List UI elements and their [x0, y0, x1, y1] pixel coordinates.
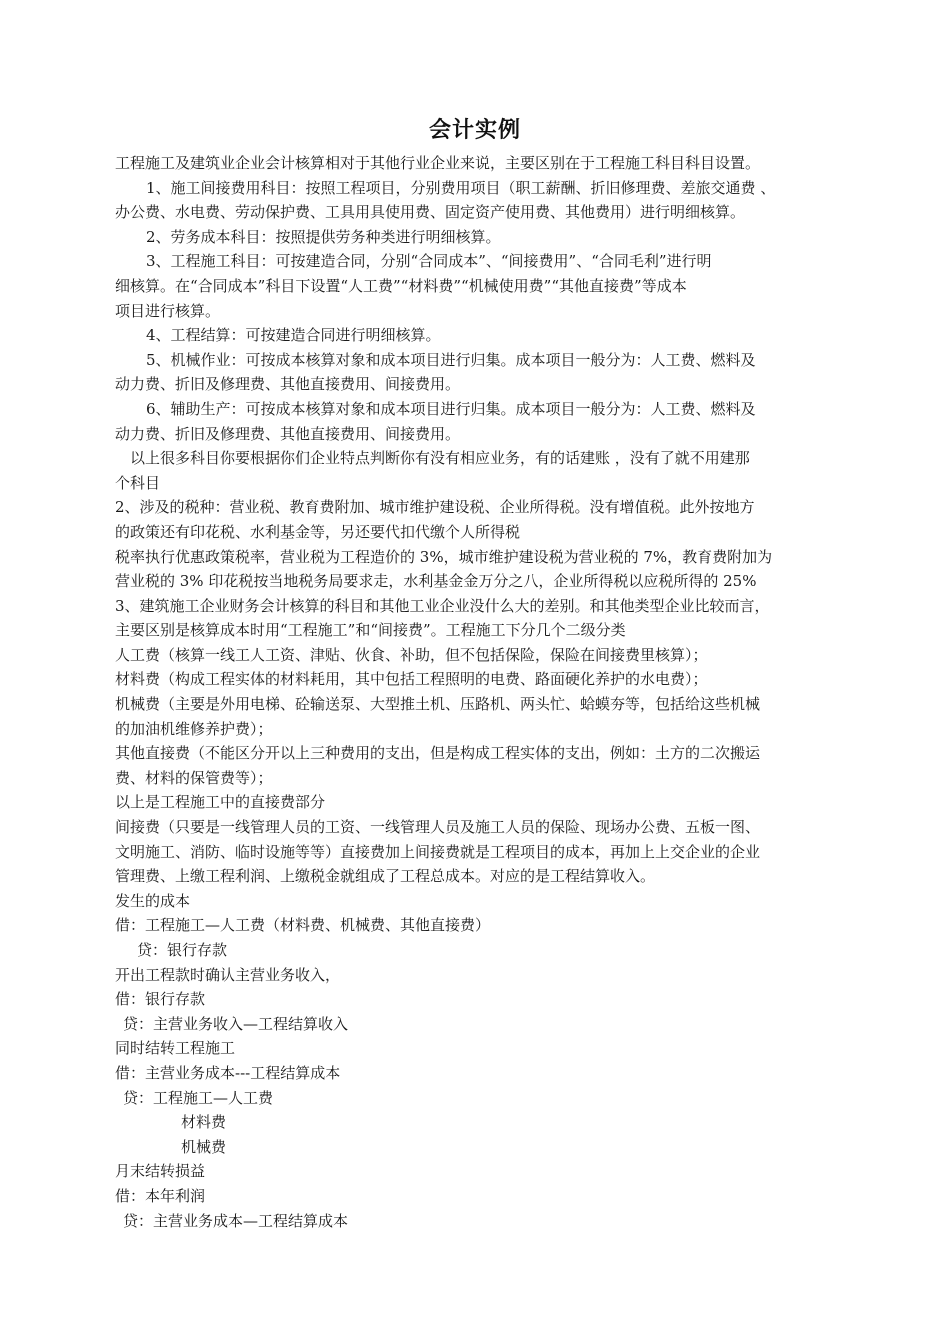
paragraph-line: 2、劳务成本科目：按照提供劳务种类进行明细核算。	[146, 227, 501, 246]
paragraph-line: 开出工程款时确认主营业务收入，	[115, 965, 341, 984]
paragraph-line: 贷：主营业务收入—工程结算收入	[123, 1014, 349, 1033]
paragraph-line: 5、机械作业：可按成本核算对象和成本项目进行归集。成本项目一般分为：人工费、燃料及	[146, 350, 756, 369]
paragraph-line: 人工费（核算一线工人工资、津贴、伙食、补助，但不包括保险，保险在间接费里核算）；	[115, 645, 708, 664]
paragraph-line: 材料费	[181, 1113, 227, 1132]
paragraph-line: 贷：工程施工—人工费	[123, 1088, 274, 1107]
paragraph-line: 管理费、上缴工程利润、上缴税金就组成了工程总成本。对应的是工程结算收入。	[115, 867, 656, 886]
paragraph-line: 机械费（主要是外用电梯、砼输送泵、大型推土机、压路机、两头忙、蛤蟆夯等，包括给这些机械	[115, 695, 761, 714]
paragraph-line: 项目进行核算。	[115, 301, 221, 320]
paragraph-line: 其他直接费（不能区分开以上三种费用的支出，但是构成工程实体的支出，例如：土方的二次搬运	[115, 744, 761, 763]
paragraph-line: 借：本年利润	[115, 1186, 206, 1205]
paragraph-line: 费、材料的保管费等）；	[115, 768, 273, 787]
paragraph-line: 间接费（只要是一线管理人员的工资、一线管理人员及施工人员的保险、现场办公费、五板一图、	[115, 818, 761, 837]
paragraph-line: 3、工程施工科目：可按建造合同，分别“合同成本”、“间接费用”、“合同毛利”进行明	[146, 252, 712, 271]
paragraph-line: 主要区别是核算成本时用“工程施工”和“间接费”。工程施工下分几个二级分类	[115, 621, 626, 640]
paragraph-line: 工程施工及建筑业企业会计核算相对于其他行业企业来说，主要区别在于工程施工科目科目设置。	[115, 154, 761, 172]
paragraph-line: 1、施工间接费用科目：按照工程项目，分别费用项目（职工薪酬、折旧修理费、差旅交通费 、	[146, 178, 776, 197]
paragraph-line: 借：主营业务成本---工程结算成本	[115, 1063, 341, 1082]
paragraph-line: 借：工程施工—人工费（材料费、机械费、其他直接费）	[115, 916, 491, 935]
paragraph-line: 借：银行存款	[115, 990, 206, 1009]
paragraph-line: 机械费	[181, 1137, 227, 1156]
paragraph-line: 动力费、折旧及修理费、其他直接费用、间接费用。	[115, 424, 461, 443]
paragraph-line: 文明施工、消防、临时设施等等）直接费加上间接费就是工程项目的成本，再加上上交企业的企业	[115, 842, 761, 861]
paragraph-line: 2、涉及的税种：营业税、教育费附加、城市维护建设税、企业所得税。没有增值税。此外按地方	[115, 498, 755, 517]
paragraph-line: 以上是工程施工中的直接费部分	[115, 793, 326, 812]
paragraph-line: 发生的成本	[115, 891, 191, 910]
paragraph-line: 动力费、折旧及修理费、其他直接费用、间接费用。	[115, 375, 461, 394]
paragraph-line: 营业税的 3% 印花税按当地税务局要求走，水利基金金万分之八，企业所得税以应税所得的 25%	[115, 572, 757, 591]
document-body	[115, 151, 850, 1233]
paragraph-line: 个科目	[115, 473, 161, 492]
paragraph-line: 税率执行优惠政策税率，营业税为工程造价的 3%，城市维护建设税为营业税的 7%，教育费附加为	[115, 547, 773, 566]
paragraph-line: 的加油机维修养护费）；	[115, 719, 273, 738]
paragraph-line: 同时结转工程施工	[115, 1039, 236, 1058]
paragraph-line: 以上很多科目你要根据你们企业特点判断你有没有相应业务，有的话建账 ，没有了就不用建那	[130, 449, 750, 468]
paragraph-line: 6、辅助生产：可按成本核算对象和成本项目进行归集。成本项目一般分为：人工费、燃料及	[146, 399, 756, 418]
paragraph-line: 材料费（构成工程实体的材料耗用，其中包括工程照明的电费、路面硬化养护的水电费）；	[115, 670, 708, 689]
paragraph-line: 细核算。在“合同成本”科目下设置“人工费”“材料费”“机械使用费”“其他直接费”等成本	[115, 276, 687, 295]
paragraph-line: 3、建筑施工企业财务会计核算的科目和其他工业企业没什么大的差别。和其他类型企业比较而言，	[115, 596, 770, 615]
paragraph-line: 贷：主营业务成本—工程结算成本	[123, 1211, 349, 1230]
paragraph-line: 月末结转损益	[115, 1162, 206, 1181]
paragraph-line: 4、工程结算：可按建造合同进行明细核算。	[146, 326, 441, 345]
paragraph-line: 的政策还有印花税、水利基金等，另还要代扣代缴个人所得税	[115, 522, 521, 541]
paragraph-line: 办公费、水电费、劳动保护费、工具用具使用费、固定资产使用费、其他费用）进行明细核算。	[115, 203, 746, 222]
paragraph-line: 贷：银行存款	[137, 941, 228, 959]
document-title: 会计实例	[428, 118, 521, 143]
